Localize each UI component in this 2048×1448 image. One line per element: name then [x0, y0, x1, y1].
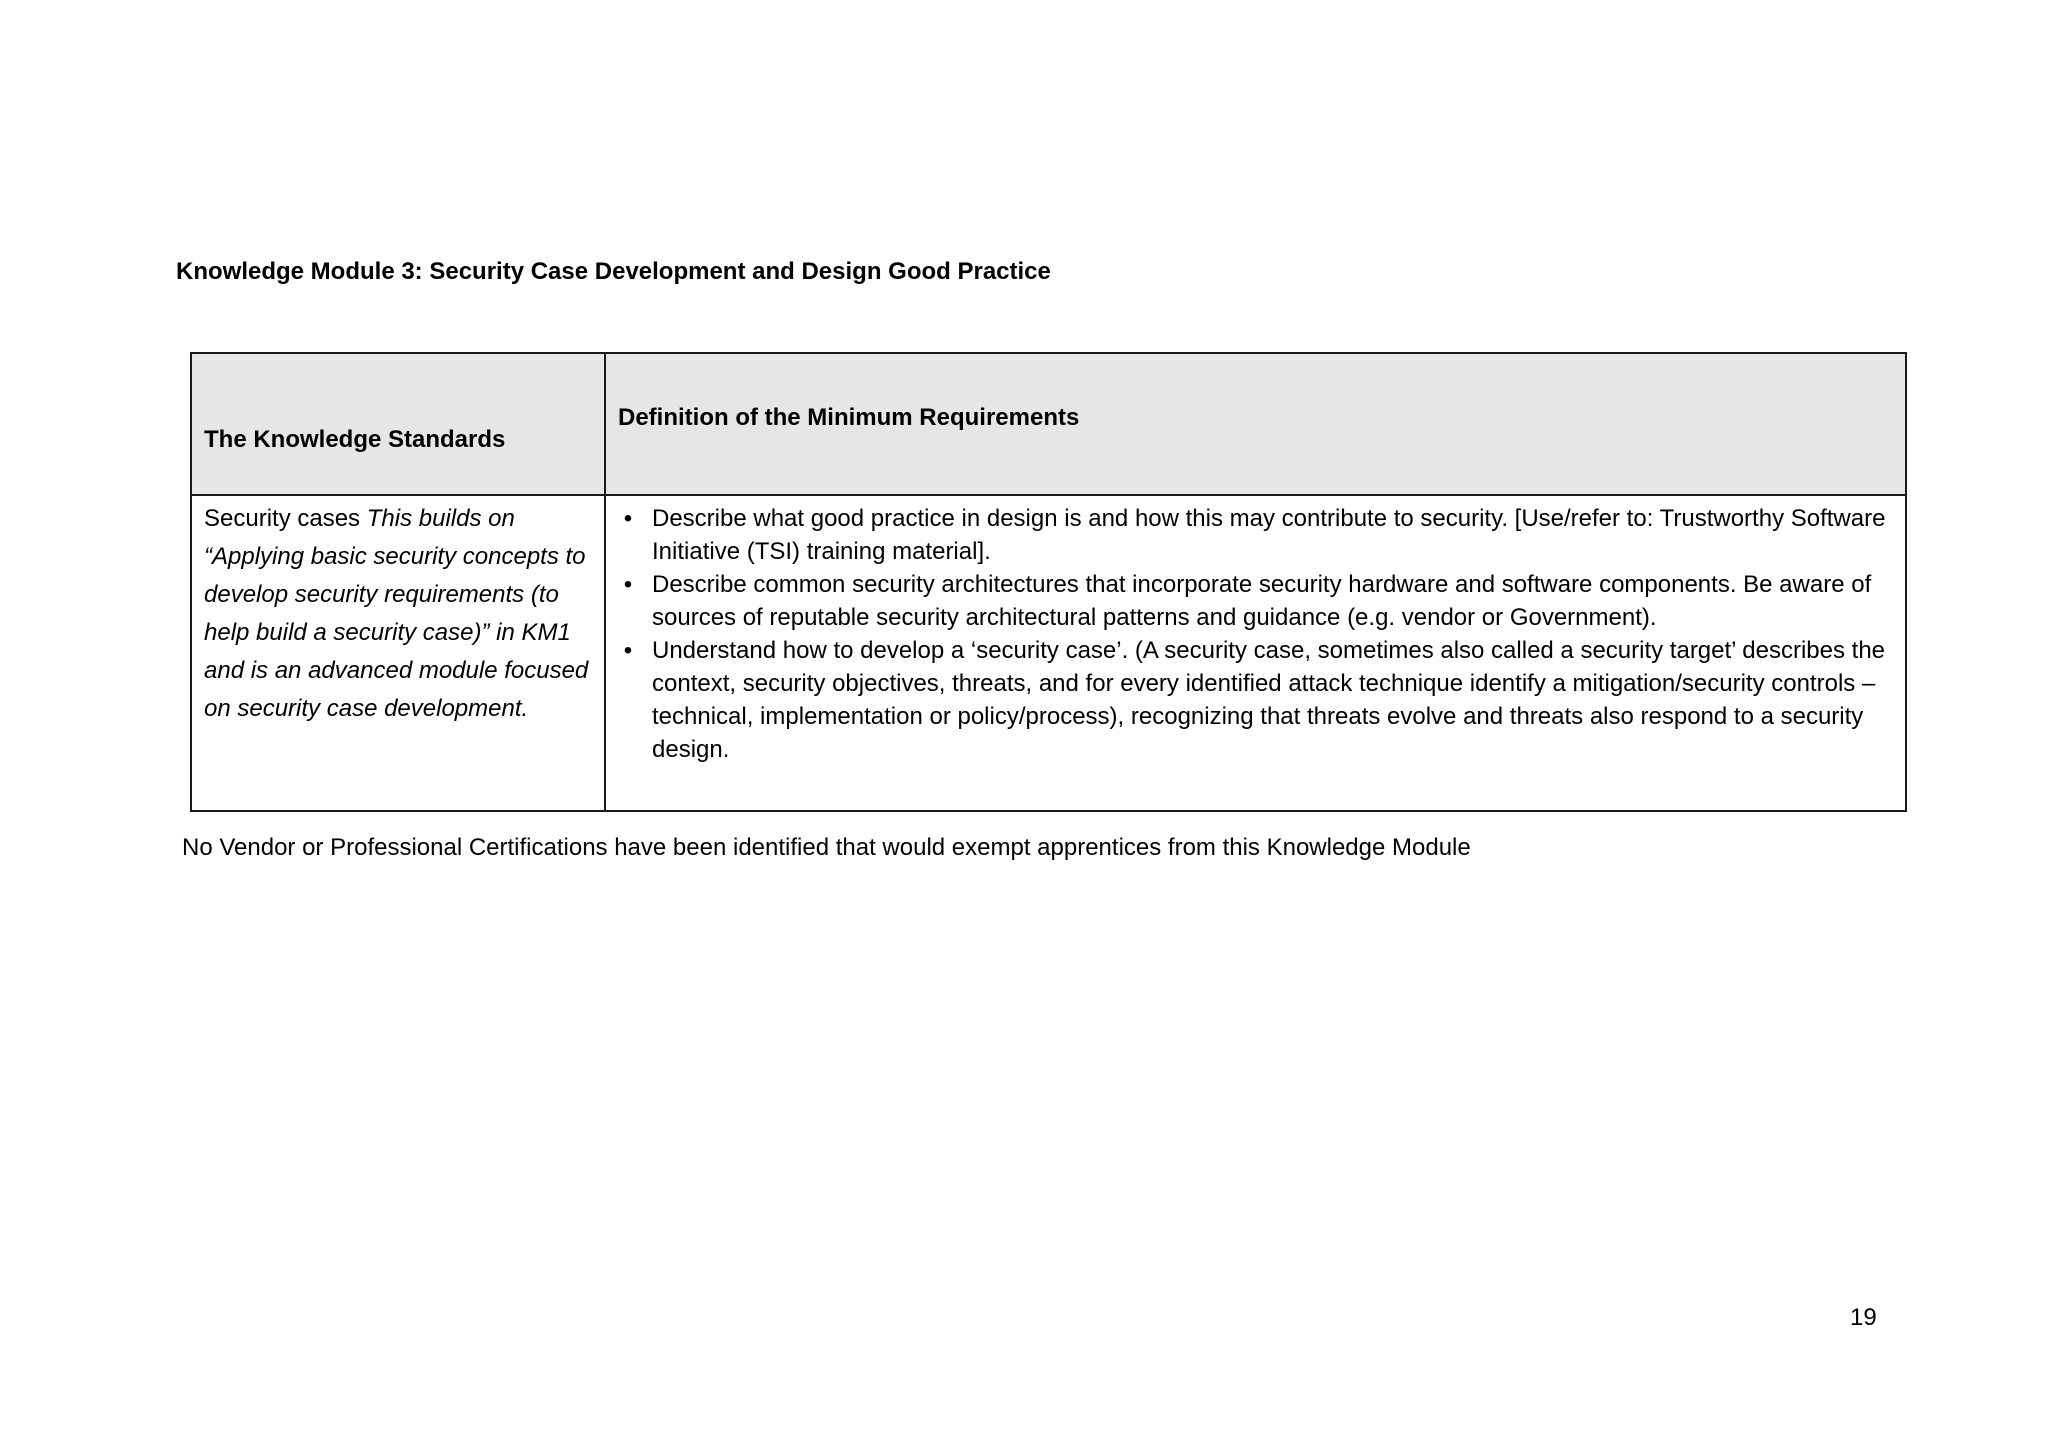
- module-title: Knowledge Module 3: Security Case Development and Design Good Practice: [176, 258, 1051, 285]
- standard-label: Security cases: [204, 505, 361, 532]
- requirement-text: Understand how to develop a ‘security case’. (A security case, sometimes also called a security target’ describes the context, security objectives, threats, and for every identified attack technique identify a mitigation/security controls – technical, implementation or policy/process), recognizing that threats evolve and threats also respond to a security design.: [652, 637, 1886, 763]
- bullet-icon: •: [623, 637, 633, 664]
- standard-cell: [191, 495, 605, 811]
- requirements-list: [616, 502, 1891, 766]
- requirements-cell: [605, 495, 1906, 811]
- header-minimum-requirements-label: Definition of the Minimum Requirements: [618, 404, 1080, 431]
- list-item: [616, 634, 1891, 766]
- header-minimum-requirements: [605, 353, 1906, 495]
- header-knowledge-standards-label: The Knowledge Standards: [204, 426, 506, 453]
- knowledge-standards-table: [190, 352, 1907, 812]
- bullet-icon: •: [623, 505, 633, 532]
- certification-note: No Vendor or Professional Certifications have been identified that would exempt apprentices from this Knowledge Module: [182, 834, 1471, 861]
- standard-description: This builds on “Applying basic security concepts to develop security requirements (to help build a security case)” in KM1 and is an advanced module focused on security case development.: [204, 505, 589, 722]
- requirement-text: Describe common security architectures that incorporate security hardware and software components. Be aware of sources of reputable security architectural patterns and guidance (e.g. vendor or Government).: [652, 571, 1872, 631]
- table-header-row: [191, 353, 1906, 495]
- list-item: [616, 502, 1891, 568]
- header-knowledge-standards: [191, 353, 605, 495]
- page-number: 19: [1850, 1304, 1877, 1331]
- list-item: [616, 568, 1891, 634]
- table-row: [191, 495, 1906, 811]
- bullet-icon: •: [623, 571, 633, 598]
- requirement-text: Describe what good practice in design is and how this may contribute to security. [Use/refer to: Trustworthy Software Initiative (TSI) training material].: [652, 505, 1886, 565]
